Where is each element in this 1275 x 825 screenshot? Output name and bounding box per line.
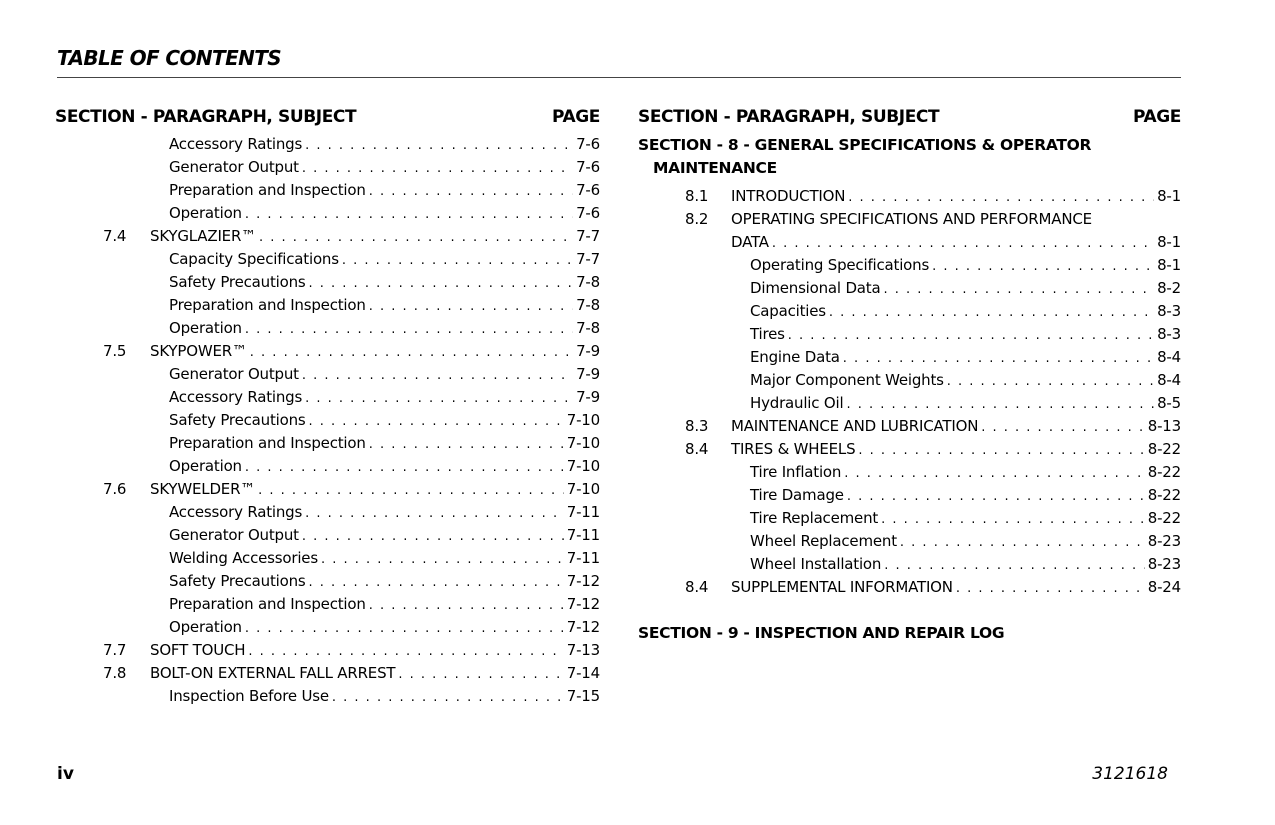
toc-entry-page: 7-6 xyxy=(576,158,600,176)
toc-entry[interactable] xyxy=(638,438,1181,461)
toc-entry[interactable] xyxy=(55,639,600,662)
toc-entry-title: Operation xyxy=(169,457,242,475)
dot-leader xyxy=(956,577,1145,600)
dot-leader xyxy=(305,134,573,157)
toc-entry-page: 8-1 xyxy=(1157,233,1181,251)
toc-entry[interactable] xyxy=(55,202,600,225)
toc-entry[interactable] xyxy=(638,254,1181,277)
dot-leader xyxy=(844,462,1145,485)
toc-entry-title: Major Component Weights xyxy=(750,371,944,389)
toc-entry-title: Tire Inflation xyxy=(750,463,842,481)
toc-entry[interactable] xyxy=(638,392,1181,415)
document-number: 3121618 xyxy=(1092,764,1168,784)
section-8-heading-line2: MAINTENANCE xyxy=(653,159,777,177)
toc-entry-title: Operating Specifications xyxy=(750,256,930,274)
toc-entry-page: 7-10 xyxy=(566,434,600,452)
toc-entry-page: 8-22 xyxy=(1147,463,1181,481)
toc-entry[interactable] xyxy=(638,530,1181,553)
toc-entry-number: 7.7 xyxy=(103,641,127,659)
toc-entry-page: 7-10 xyxy=(566,457,600,475)
dot-leader xyxy=(258,479,564,502)
toc-entry-number: 7.6 xyxy=(103,480,127,498)
toc-entry-title: Tire Damage xyxy=(750,486,844,504)
toc-entry[interactable] xyxy=(638,277,1181,300)
toc-entry-page: 7-12 xyxy=(566,572,600,590)
toc-entry[interactable] xyxy=(55,340,600,363)
dot-leader xyxy=(369,433,564,456)
dot-leader xyxy=(309,410,564,433)
toc-entry-page: 8-4 xyxy=(1157,371,1181,389)
toc-entry-title: SUPPLEMENTAL INFORMATION xyxy=(731,578,953,596)
toc-entry[interactable] xyxy=(55,179,600,202)
toc-list-left xyxy=(55,133,600,708)
section-8-heading-line1: SECTION - 8 - GENERAL SPECIFICATIONS & OPERATOR xyxy=(638,136,1092,154)
toc-entry-title-line1: OPERATING SPECIFICATIONS AND PERFORMANCE xyxy=(731,210,1092,228)
toc-column-left xyxy=(55,104,600,708)
toc-entry-title: SKYGLAZIER™ xyxy=(150,227,256,245)
title-divider xyxy=(57,77,1181,78)
section-9-heading[interactable]: SECTION - 9 - INSPECTION AND REPAIR LOG xyxy=(638,624,1005,642)
toc-entry-number: 7.4 xyxy=(103,227,127,245)
toc-entry[interactable] xyxy=(638,507,1181,530)
dot-leader xyxy=(947,370,1154,393)
column-header-page: PAGE xyxy=(1132,107,1181,127)
toc-entry-page: 8-23 xyxy=(1147,532,1181,550)
toc-entry-page: 7-11 xyxy=(566,503,600,521)
toc-entry-title: INTRODUCTION xyxy=(731,187,846,205)
dot-leader xyxy=(302,364,573,387)
toc-entry-title: Operation xyxy=(169,319,242,337)
toc-entry[interactable] xyxy=(55,547,600,570)
toc-entry-title: Capacity Specifications xyxy=(169,250,339,268)
toc-entry-page: 8-23 xyxy=(1147,555,1181,573)
toc-entry[interactable] xyxy=(638,300,1181,323)
toc-entry[interactable] xyxy=(638,369,1181,392)
toc-entry-page: 7-6 xyxy=(576,181,600,199)
toc-entry[interactable] xyxy=(55,225,600,248)
dot-leader xyxy=(884,554,1145,577)
toc-entry-title: Generator Output xyxy=(169,365,299,383)
toc-entry-page: 7-10 xyxy=(566,480,600,498)
toc-entry-number: 8.3 xyxy=(685,417,709,435)
toc-entry[interactable] xyxy=(55,386,600,409)
toc-entry-8-2[interactable] xyxy=(638,208,1181,254)
toc-entry[interactable] xyxy=(55,156,600,179)
dot-leader xyxy=(302,525,564,548)
toc-entry[interactable] xyxy=(55,294,600,317)
toc-entry-title: Dimensional Data xyxy=(750,279,881,297)
toc-entry-page: 7-9 xyxy=(576,342,600,360)
page-title: TABLE OF CONTENTS xyxy=(57,46,282,70)
toc-entry[interactable] xyxy=(55,662,600,685)
toc-entry-page: 8-3 xyxy=(1157,325,1181,343)
toc-entry[interactable] xyxy=(55,317,600,340)
toc-entry-title: SOFT TOUCH xyxy=(150,641,246,659)
toc-entry-number: 8.4 xyxy=(685,440,709,458)
toc-entry-page: 7-9 xyxy=(576,388,600,406)
dot-leader xyxy=(245,318,573,341)
toc-entry-title: SKYWELDER™ xyxy=(150,480,256,498)
toc-entry-page: 7-7 xyxy=(576,250,600,268)
toc-entry-page: 8-24 xyxy=(1147,578,1181,596)
dot-leader xyxy=(250,341,573,364)
column-header-right xyxy=(638,104,1181,130)
toc-entry-page: 8-22 xyxy=(1147,440,1181,458)
dot-leader xyxy=(245,617,564,640)
dot-leader xyxy=(342,249,573,272)
dot-leader xyxy=(858,439,1144,462)
toc-entry[interactable] xyxy=(638,553,1181,576)
toc-entry[interactable] xyxy=(638,461,1181,484)
toc-entry[interactable] xyxy=(55,271,600,294)
toc-entry-number: 8.1 xyxy=(685,187,709,205)
dot-leader xyxy=(245,203,573,226)
toc-entry-title: Preparation and Inspection xyxy=(169,595,366,613)
toc-entry-page: 8-13 xyxy=(1147,417,1181,435)
toc-entry-page: 8-4 xyxy=(1157,348,1181,366)
dot-leader xyxy=(248,640,563,663)
toc-column-right xyxy=(638,104,1181,645)
toc-entry-title-line2: DATA xyxy=(731,233,769,251)
column-header-page: PAGE xyxy=(551,107,600,127)
toc-entry-page: 7-13 xyxy=(566,641,600,659)
toc-entry[interactable] xyxy=(638,323,1181,346)
toc-entry-title: Welding Accessories xyxy=(169,549,318,567)
dot-leader xyxy=(369,295,573,318)
toc-entry-page: 7-14 xyxy=(566,664,600,682)
toc-entry-page: 8-3 xyxy=(1157,302,1181,320)
toc-entry[interactable] xyxy=(55,432,600,455)
toc-entry-page: 7-10 xyxy=(566,411,600,429)
toc-entry-number: 8.4 xyxy=(685,578,709,596)
toc-entry-title: MAINTENANCE AND LUBRICATION xyxy=(731,417,979,435)
toc-entry-title: Generator Output xyxy=(169,158,299,176)
dot-leader xyxy=(900,531,1145,554)
dot-leader xyxy=(883,278,1154,301)
toc-entry-page: 7-8 xyxy=(576,319,600,337)
toc-entry-title: Tires xyxy=(750,325,785,343)
toc-entry-title: Tire Replacement xyxy=(750,509,879,527)
toc-entry[interactable] xyxy=(55,133,600,156)
toc-entry-title: Operation xyxy=(169,204,242,222)
toc-entry-page: 8-22 xyxy=(1147,486,1181,504)
toc-entry-title: Generator Output xyxy=(169,526,299,544)
dot-leader xyxy=(245,456,564,479)
dot-leader xyxy=(305,387,573,410)
toc-entry[interactable] xyxy=(55,616,600,639)
toc-entry-page: 8-5 xyxy=(1157,394,1181,412)
toc-entry-title: Engine Data xyxy=(750,348,840,366)
toc-entry-page: 8-22 xyxy=(1147,509,1181,527)
toc-entry-title: Wheel Replacement xyxy=(750,532,897,550)
toc-entry[interactable] xyxy=(638,415,1181,438)
toc-entry-title: Accessory Ratings xyxy=(169,503,303,521)
toc-list-right-a xyxy=(638,185,1181,208)
dot-leader xyxy=(398,663,563,686)
page-number: iv xyxy=(57,764,74,784)
dot-leader xyxy=(309,272,574,295)
toc-entry[interactable] xyxy=(55,363,600,386)
toc-entry-title: BOLT-ON EXTERNAL FALL ARREST xyxy=(150,664,396,682)
toc-entry-title: Capacities xyxy=(750,302,826,320)
dot-leader xyxy=(843,347,1154,370)
column-header-left xyxy=(55,104,600,130)
toc-entry-number: 7.8 xyxy=(103,664,127,682)
toc-entry[interactable] xyxy=(638,346,1181,369)
dot-leader xyxy=(259,226,573,249)
dot-leader xyxy=(321,548,564,571)
toc-entry-page: 7-8 xyxy=(576,273,600,291)
toc-entry[interactable] xyxy=(55,570,600,593)
column-header-subject: SECTION - PARAGRAPH, SUBJECT xyxy=(638,107,940,127)
toc-entry-page: 7-15 xyxy=(566,687,600,705)
toc-entry[interactable] xyxy=(55,501,600,524)
toc-list-right-b xyxy=(638,254,1181,599)
dot-leader xyxy=(302,157,573,180)
dot-leader xyxy=(369,180,573,203)
dot-leader xyxy=(772,232,1154,255)
dot-leader xyxy=(829,301,1154,324)
toc-entry-number: 7.5 xyxy=(103,342,127,360)
toc-entry-title: Preparation and Inspection xyxy=(169,296,366,314)
toc-entry-title: Hydraulic Oil xyxy=(750,394,844,412)
dot-leader xyxy=(848,186,1154,209)
toc-entry-number: 8.2 xyxy=(685,210,709,228)
toc-entry-page: 7-12 xyxy=(566,618,600,636)
toc-entry[interactable] xyxy=(55,685,600,708)
toc-entry-page: 7-12 xyxy=(566,595,600,613)
toc-entry[interactable] xyxy=(638,576,1181,599)
toc-entry-title: TIRES & WHEELS xyxy=(731,440,856,458)
toc-entry[interactable] xyxy=(55,248,600,271)
toc-entry-page: 8-1 xyxy=(1157,187,1181,205)
toc-entry-title: Accessory Ratings xyxy=(169,135,303,153)
dot-leader xyxy=(332,686,564,709)
dot-leader xyxy=(981,416,1145,439)
dot-leader xyxy=(369,594,564,617)
toc-entry-title: Safety Precautions xyxy=(169,572,306,590)
toc-entry-title: Safety Precautions xyxy=(169,273,306,291)
toc-entry-page: 7-9 xyxy=(576,365,600,383)
toc-entry-title: Safety Precautions xyxy=(169,411,306,429)
dot-leader xyxy=(881,508,1145,531)
toc-entry[interactable] xyxy=(638,185,1181,208)
toc-entry-page: 7-7 xyxy=(576,227,600,245)
toc-entry[interactable] xyxy=(55,455,600,478)
dot-leader xyxy=(847,485,1145,508)
toc-entry[interactable] xyxy=(638,484,1181,507)
toc-entry-title: Preparation and Inspection xyxy=(169,434,366,452)
dot-leader xyxy=(932,255,1154,278)
toc-entry[interactable] xyxy=(55,478,600,501)
column-header-subject: SECTION - PARAGRAPH, SUBJECT xyxy=(55,107,357,127)
toc-entry-title: Preparation and Inspection xyxy=(169,181,366,199)
toc-entry-page: 7-11 xyxy=(566,549,600,567)
toc-entry-page: 7-6 xyxy=(576,204,600,222)
dot-leader xyxy=(305,502,564,525)
toc-entry-title: SKYPOWER™ xyxy=(150,342,247,360)
dot-leader xyxy=(846,393,1154,416)
toc-entry[interactable] xyxy=(55,409,600,432)
dot-leader xyxy=(309,571,564,594)
toc-entry-title: Wheel Installation xyxy=(750,555,882,573)
toc-entry-title: Operation xyxy=(169,618,242,636)
toc-entry[interactable] xyxy=(55,524,600,547)
dot-leader xyxy=(788,324,1154,347)
section-8-heading[interactable] xyxy=(638,134,1181,180)
toc-entry-title: Accessory Ratings xyxy=(169,388,303,406)
toc-entry-title: Inspection Before Use xyxy=(169,687,329,705)
toc-entry-page: 8-1 xyxy=(1157,256,1181,274)
toc-entry-page: 7-11 xyxy=(566,526,600,544)
toc-entry-page: 8-2 xyxy=(1157,279,1181,297)
toc-entry-page: 7-8 xyxy=(576,296,600,314)
toc-entry-page: 7-6 xyxy=(576,135,600,153)
toc-entry[interactable] xyxy=(55,593,600,616)
